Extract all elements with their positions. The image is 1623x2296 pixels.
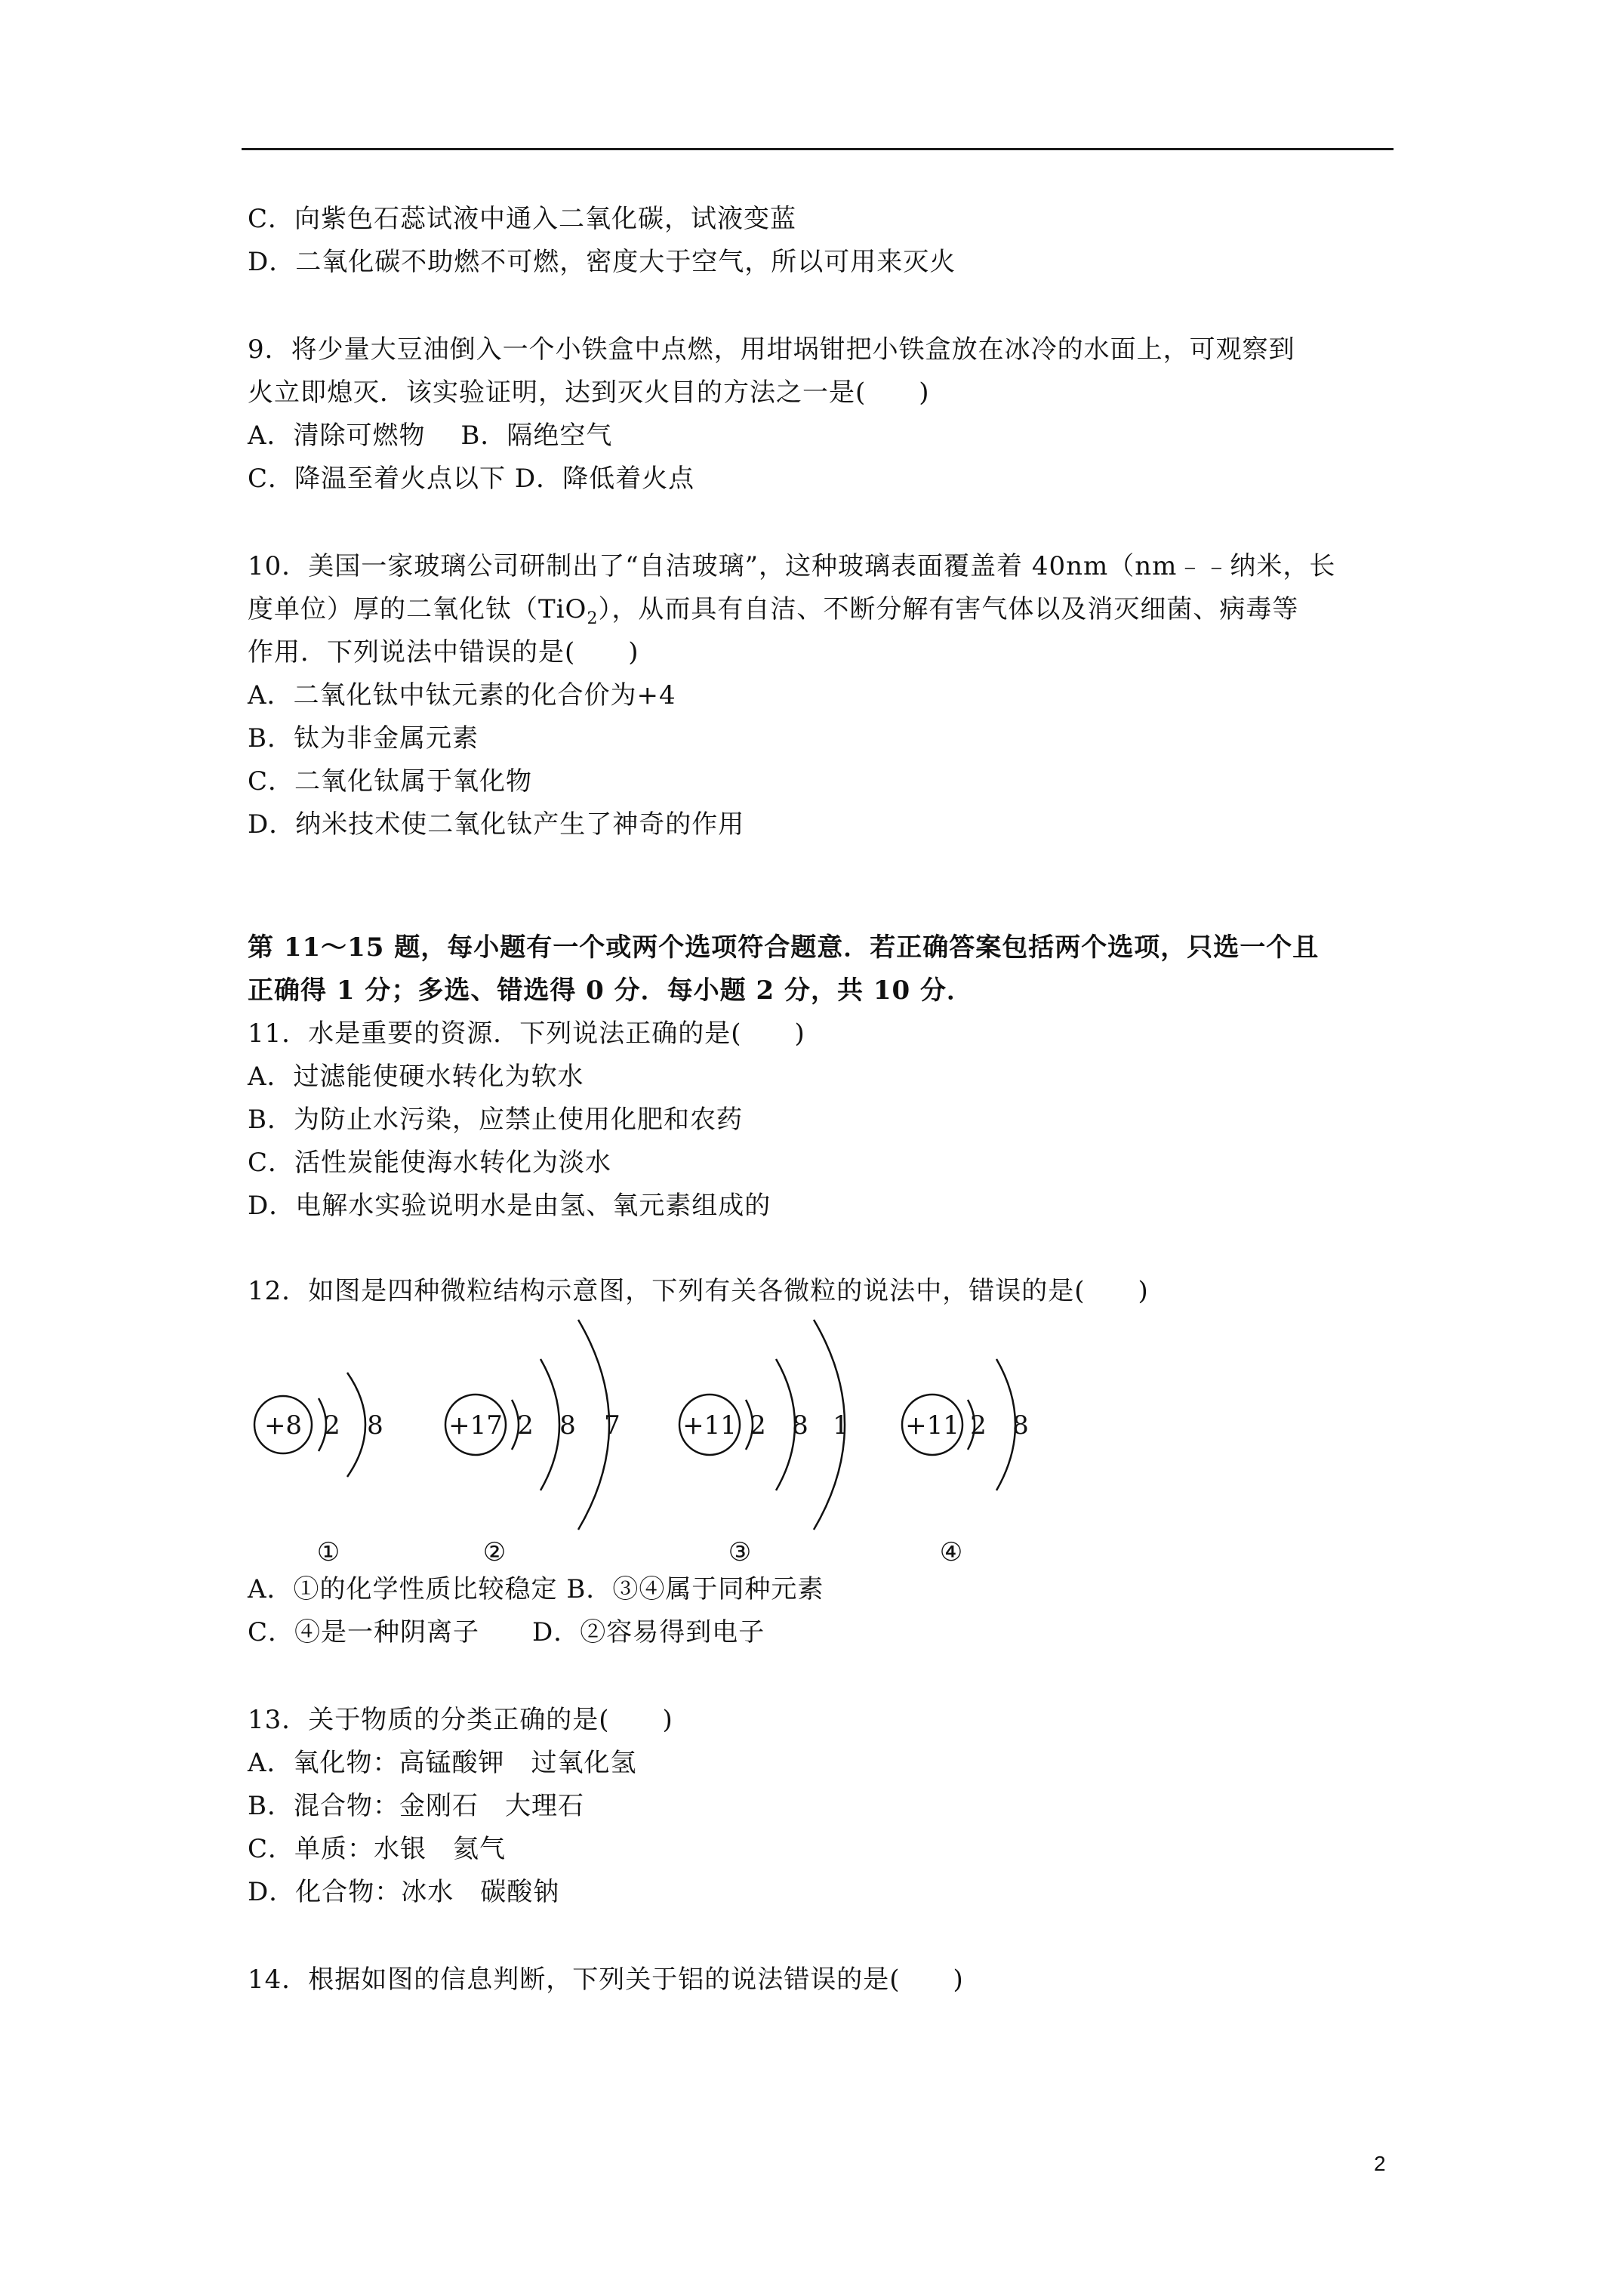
q13-option-c: C．单质：水银 氦气 [248,1834,507,1864]
particle-1-label: ① [316,1537,340,1567]
q13-stem: 13．关于物质的分类正确的是( ) [248,1705,673,1735]
particle-3-label: ③ [728,1537,752,1567]
particle-structure-diagram [242,1314,1072,1578]
q8-option-c: C．向紫色石蕊试液中通入二氧化碳，试液变蓝 [248,204,797,234]
q10-stem-line3: 作用．下列说法中错误的是( ) [248,637,639,667]
q10-option-d: D．纳米技术使二氧化钛产生了神奇的作用 [248,809,745,840]
q10-option-a: A．二氧化钛中钛元素的化合价为+4 [248,680,676,710]
particle-1-nucleus: +8 [263,1410,303,1441]
page-number: 2 [1374,2152,1386,2175]
svg-text:8: 8 [559,1410,576,1441]
svg-text:7: 7 [604,1410,621,1441]
svg-text:1: 1 [833,1410,849,1441]
svg-text:2: 2 [750,1410,766,1441]
particle-2 [445,1320,621,1567]
particle-4-nucleus: +11 [905,1410,959,1441]
svg-text:2: 2 [324,1410,340,1441]
q14-stem: 14．根据如图的信息判断，下列关于铝的说法错误的是( ) [248,1965,964,1995]
q11-option-d: D．电解水实验说明水是由氢、氧元素组成的 [248,1191,771,1221]
svg-text:2: 2 [517,1410,534,1441]
tio2-subscript: 2 [587,609,599,628]
svg-text:8: 8 [367,1410,383,1441]
q13-option-b: B．混合物：金刚石 大理石 [248,1791,584,1821]
q9-options-cd: C．降温至着火点以下 D．降低着火点 [248,464,695,494]
section-instructions-line2: 正确得 1 分；多选、错选得 0 分．每小题 2 分，共 10 分． [248,975,973,1006]
particle-2-label: ② [482,1537,507,1567]
q9-stem-line2: 火立即熄灭．该实验证明，达到灭火目的方法之一是( ) [248,378,930,408]
svg-text:8: 8 [1012,1410,1029,1441]
q11-stem: 11．水是重要的资源．下列说法正确的是( ) [248,1019,805,1049]
particle-4 [902,1359,1029,1567]
header-rule [242,148,1394,150]
section-instructions-line1: 第 11～15 题，每小题有一个或两个选项符合题意．若正确答案包括两个选项，只选一个且 [248,932,1320,963]
q12-options-cd: C．④是一种阴离子 D．②容易得到电子 [248,1617,765,1647]
q9-stem-line1: 9．将少量大豆油倒入一个小铁盒中点燃，用坩埚钳把小铁盒放在冰冷的水面上，可观察到 [248,334,1295,365]
q11-option-a: A．过滤能使硬水转化为软水 [248,1062,584,1092]
q10-option-c: C．二氧化钛属于氧化物 [248,766,533,797]
q8-option-d: D．二氧化碳不助燃不可燃，密度大于空气，所以可用来灭火 [248,247,956,277]
q12-options-ab: A．①的化学性质比较稳定 B．③④属于同种元素 [248,1574,824,1604]
q9-options-ab: A．清除可燃物 B．隔绝空气 [248,421,613,451]
particle-4-label: ④ [939,1537,963,1567]
q13-option-a: A．氧化物：高锰酸钾 过氧化氢 [248,1748,637,1778]
particle-1 [254,1373,383,1567]
svg-text:8: 8 [792,1410,808,1441]
q10-stem-line1: 10．美国一家玻璃公司研制出了“自洁玻璃”，这种玻璃表面覆盖着 40nm（nm﹣﹣纳米，长 [248,551,1336,581]
particle-3 [679,1320,849,1567]
q10-stem-line2: 度单位）厚的二氧化钛（TiO$_2$），从而具有自洁、不断分解有害气体以及消灭细菌、病毒等 [248,594,1299,628]
q12-stem: 12．如图是四种微粒结构示意图，下列有关各微粒的说法中，错误的是( ) [248,1276,1149,1306]
svg-text:2: 2 [970,1410,987,1441]
particle-diagram-svg [242,1314,1072,1578]
q13-option-d: D．化合物：冰水 碳酸钠 [248,1877,560,1907]
q10-option-b: B．钛为非金属元素 [248,723,479,754]
q11-option-b: B．为防止水污染，应禁止使用化肥和农药 [248,1105,743,1135]
q11-option-c: C．活性炭能使海水转化为淡水 [248,1148,612,1178]
particle-3-nucleus: +11 [682,1410,737,1441]
particle-2-nucleus: +17 [448,1410,503,1441]
